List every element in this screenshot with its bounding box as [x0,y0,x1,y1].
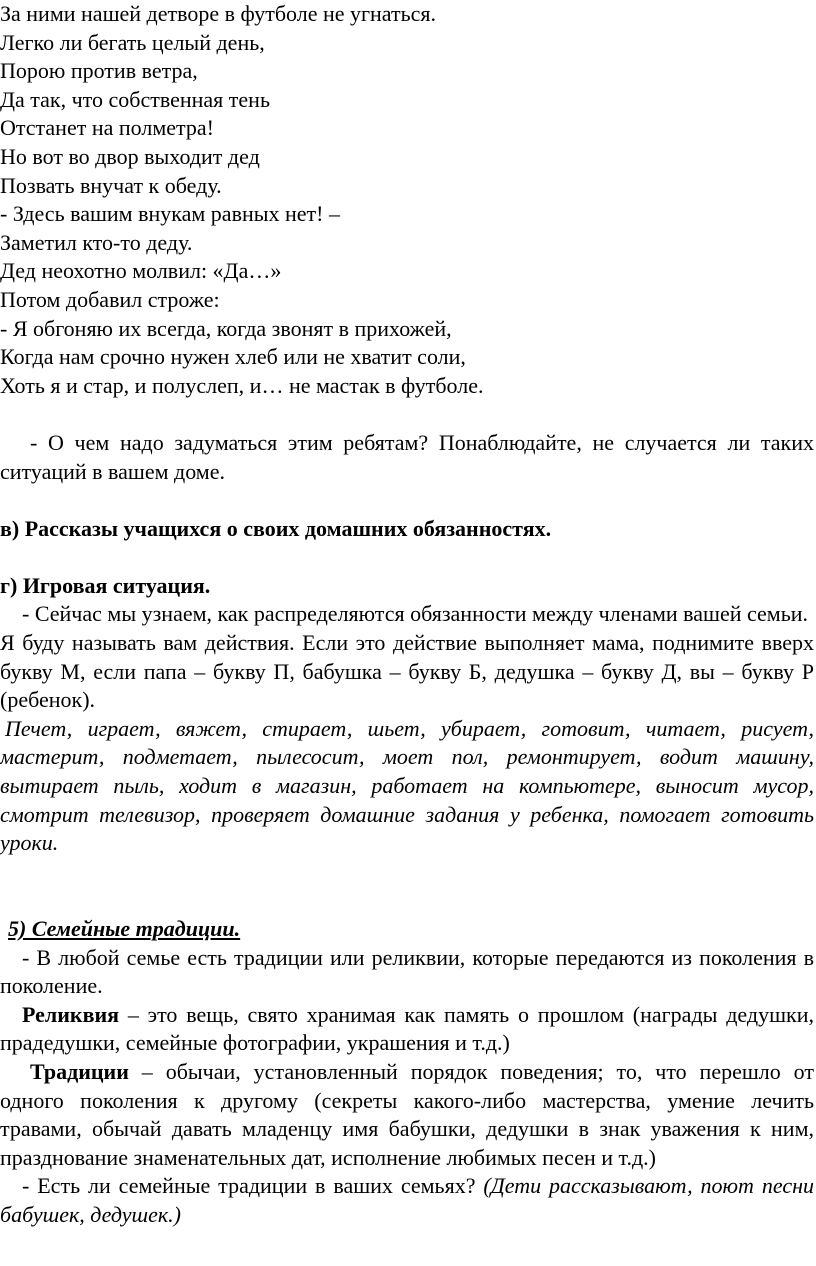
final-note: (Дети рассказывают, поют песни бабушек, дедушек.) [0,1173,815,1227]
poem-line: Заметил кто-то деду. [0,229,193,255]
tradition-definition [0,1058,814,1172]
poem-line: За ними нашей детворе в футболе не угнаться. [0,1,437,26]
spacer [0,543,814,572]
poem [0,0,814,400]
poem-line: Отстанет на полметра! [0,115,214,141]
poem-line: - Здесь вашим внукам равных нет! – [0,201,340,227]
spacer [0,858,814,887]
spacer [0,400,814,429]
poem-line: Но вот во двор выходит дед [0,143,260,169]
poem-line: Порою против ветра, [0,58,198,84]
poem-line: Когда нам срочно нужен хлеб или не хватит соли, [0,344,466,370]
actions-list: Печет, играет, вяжет, стирает, шьет, убирает, готовит, читает, рисует, мастерит, подметает, пылесосит, моет пол, ремонтирует, водит машину, вытирает пыль, ходит в магазин, работает на компьютере, выносит мусор, смотрит телевизор, проверяет домашние задания у ребенка, помогает готовить уроки. [0,715,814,856]
tradition-term: Традиции [30,1058,129,1084]
final-question [0,1172,814,1229]
section-v-heading: в) Рассказы учащихся о своих домашних обязанностях. [0,515,552,541]
final-question-text: - Есть ли семейные традиции в ваших семьях? [22,1173,484,1199]
relic-def: – это вещь, свято хранимая как память о прошлом (награды дедушки, прадедушки, семейные фотографии, украшения и т.д.) [0,1001,814,1056]
discussion-question: - О чем надо задуматься этим ребятам? Понаблюдайте, не случается ли таких ситуаций в вашем доме. [0,429,814,484]
relic-term: Реликвия [22,1001,120,1027]
poem-line: Дед неохотно молвил: «Да…» [0,258,282,284]
poem-line: Потом добавил строже: [0,286,220,312]
spacer [0,486,814,515]
game-intro: - Сейчас мы узнаем, как распределяются обязанности между членами вашей семьи. [22,601,809,627]
relic-definition [0,1001,814,1058]
game-rules: Я буду называть вам действия. Если это действие выполняет мама, поднимите вверх букву М, если папа – букву П, бабушка – букву Б, дедушка – букву Д, вы – букву Р (ребенок). [0,630,814,713]
spacer [0,886,814,915]
poem-line: Легко ли бегать целый день, [0,29,265,55]
section-g-heading: г) Игровая ситуация. [0,572,211,598]
traditions-intro: - В любой семье есть традиции или реликвии, которые передаются из поколения в поколение. [0,944,814,999]
poem-line: Позвать внучат к обеду. [0,172,222,198]
tradition-def: – обычаи, установленный порядок поведения; то, что перешло от одного поколения к другому (секреты какого-либо мастерства, умение лечить травами, обычай давать младенцу имя бабушки, дедушки в знак уважения к ним, празднование знаменательных дат, исполнение любимых песен и т.д.) [0,1058,814,1170]
poem-line: Да так, что собственная тень [0,86,270,112]
poem-line: Хоть я и стар, и полуслеп, и… не мастак в футболе. [0,372,484,398]
poem-line: - Я обгоняю их всегда, когда звонят в прихожей, [0,315,452,341]
section-5-heading: 5) Семейные традиции. [8,916,241,941]
